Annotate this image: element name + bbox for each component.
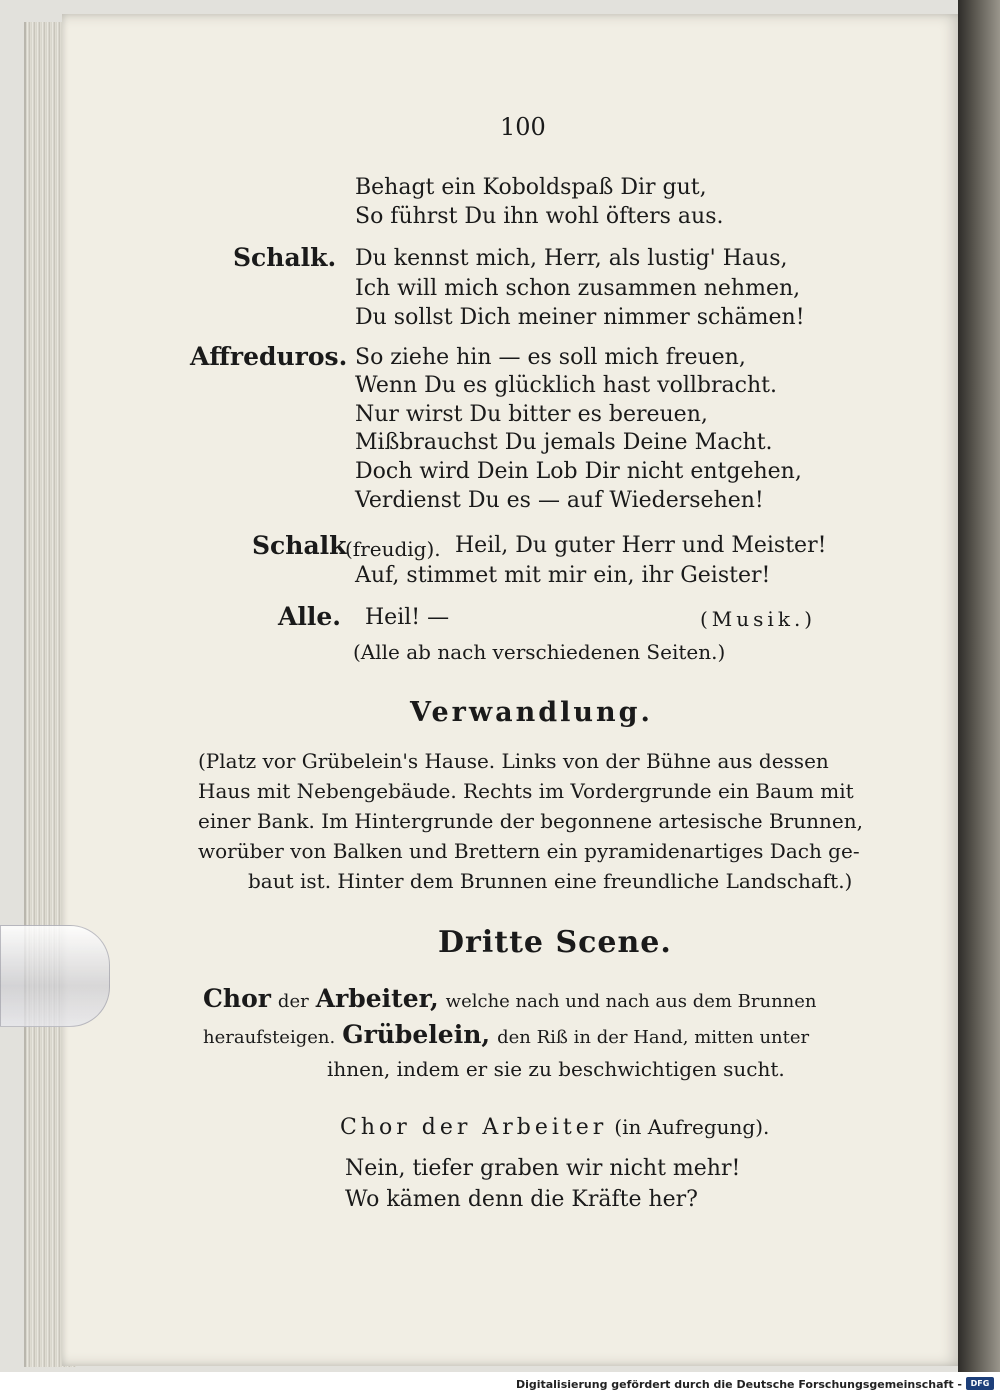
verse-line: Verdienst Du es — auf Wiedersehen! [355, 488, 764, 513]
verse-line: Mißbrauchst Du jemals Deine Macht. [355, 430, 773, 455]
chorus-heading: Chor der Arbeiter [340, 1115, 608, 1140]
scene-intro-text: welche nach und nach aus dem Brunnen [445, 991, 817, 1012]
stage-direction-line: worüber von Balken und Brettern ein pyramidenartiges Dach ge- [198, 839, 860, 863]
verse-line: Wo kämen denn die Kräfte her? [345, 1187, 698, 1212]
speaker-affreduros: Affreduros. [190, 342, 348, 371]
scene-intro-line [203, 1020, 809, 1049]
scene-change-heading: Verwandlung. [410, 697, 653, 728]
verse-line: Heil, Du guter Herr und Meister! [455, 533, 827, 558]
verse-line: Behagt ein Koboldspaß Dir gut, [355, 175, 707, 200]
scene-intro-text: ihnen, indem er sie zu beschwichtigen sucht. [327, 1057, 785, 1081]
dfg-logo: DFG [966, 1377, 994, 1390]
stage-direction-line: baut ist. Hinter dem Brunnen eine freundliche Landschaft.) [248, 869, 853, 893]
verse-line: Auf, stimmet mit mir ein, ihr Geister! [355, 563, 771, 588]
stage-direction-exit: (Alle ab nach verschiedenen Seiten.) [353, 640, 726, 664]
verse-line: Du kennst mich, Herr, als lustig' Haus, [355, 246, 788, 271]
stage-direction-music: (Musik.) [700, 607, 817, 631]
page-number: 100 [500, 113, 546, 141]
scene-intro-text: heraufsteigen. [203, 1027, 336, 1048]
speaker-alle: Alle. [278, 602, 342, 631]
verse-line: Doch wird Dein Lob Dir nicht entgehen, [355, 459, 802, 484]
scene-intro-line [203, 984, 817, 1013]
verse-line: Wenn Du es glücklich hast vollbracht. [355, 373, 777, 398]
verse-line: Du sollst Dich meiner nimmer schämen! [355, 305, 805, 330]
stage-direction: (freudig). [345, 537, 441, 561]
footer-credit: Digitalisierung gefördert durch die Deutsche Forschungsgemeinschaft - [515, 1378, 962, 1391]
scene-title: Dritte Scene. [438, 925, 672, 960]
verse-line: Nein, tiefer graben wir nicht mehr! [345, 1156, 741, 1181]
der-label: der [277, 991, 309, 1012]
verse-line: So ziehe hin — es soll mich freuen, [355, 345, 746, 370]
chorus-heading-line [340, 1115, 769, 1140]
stage-direction-line: (Platz vor Grübelein's Hause. Links von der Bühne aus dessen [198, 749, 829, 773]
chorus-direction: (in Aufregung). [614, 1115, 770, 1139]
speaker-schalk: Schalk [252, 531, 347, 560]
chor-label: Chor [203, 984, 271, 1013]
verse-line: Nur wirst Du bitter es bereuen, [355, 402, 708, 427]
verse-line: Ich will mich schon zusammen nehmen, [355, 276, 801, 301]
speaker-schalk: Schalk. [233, 243, 337, 272]
scene-intro-text: den Riß in der Hand, mitten unter [497, 1027, 810, 1048]
arbeiter-label: Arbeiter, [315, 984, 439, 1013]
gruebelein-label: Grübelein, [342, 1020, 491, 1049]
stage-direction-line: Haus mit Nebengebäude. Rechts im Vordergrunde ein Baum mit [198, 779, 854, 803]
verse-line: Heil! — [365, 605, 450, 630]
footer-bar [0, 1372, 1000, 1396]
verse-line: So führst Du ihn wohl öfters aus. [355, 204, 724, 229]
stage-direction-line: einer Bank. Im Hintergrunde der begonnene artesische Brunnen, [198, 809, 863, 833]
